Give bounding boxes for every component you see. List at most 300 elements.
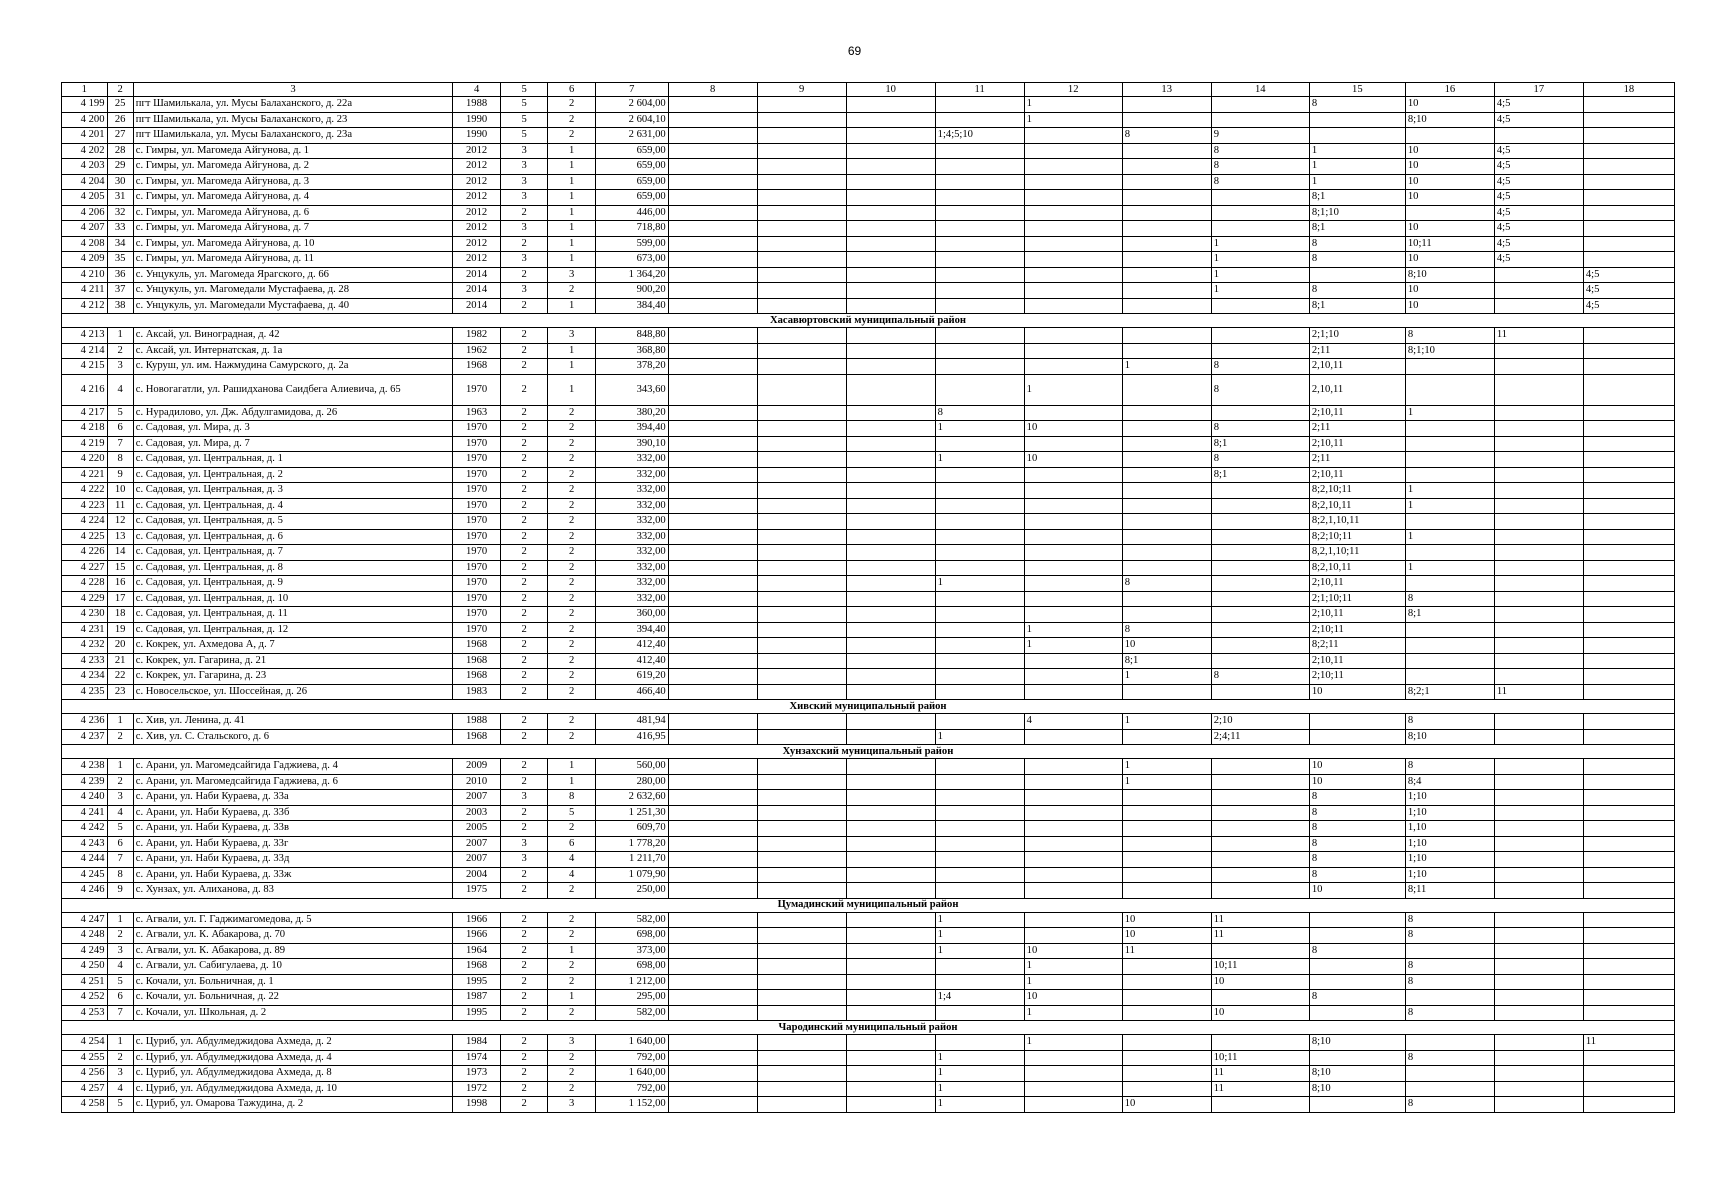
cell-col-16 (1405, 1035, 1494, 1051)
cell-col-2: 2 (107, 343, 133, 359)
column-header-4: 4 (453, 83, 501, 97)
cell-col-18 (1583, 174, 1674, 190)
cell-col-14: 1 (1211, 267, 1309, 283)
cell-col-6: 2 (548, 653, 596, 669)
cell-col-6: 2 (548, 545, 596, 561)
cell-col-16: 1;10 (1405, 836, 1494, 852)
cell-col-15: 10 (1309, 774, 1405, 790)
cell-col-15: 8;1 (1309, 298, 1405, 314)
cell-col-11: 1 (935, 1066, 1024, 1082)
cell-col-1: 4 245 (62, 867, 108, 883)
cell-col-15 (1309, 974, 1405, 990)
cell-col-10 (846, 467, 935, 483)
table-row (62, 1097, 1675, 1113)
cell-col-6: 2 (548, 1081, 596, 1097)
cell-col-18 (1583, 421, 1674, 437)
cell-col-8 (668, 221, 757, 237)
cell-col-5: 2 (500, 607, 548, 623)
cell-col-8 (668, 174, 757, 190)
cell-col-10 (846, 1066, 935, 1082)
cell-col-16: 1 (1405, 405, 1494, 421)
cell-col-7: 332,00 (595, 452, 668, 468)
table-row (62, 821, 1675, 837)
cell-col-2: 4 (107, 959, 133, 975)
cell-col-12 (1024, 529, 1122, 545)
cell-col-3: с. Хунзах, ул. Алиханова, д. 83 (133, 883, 453, 899)
cell-col-10 (846, 529, 935, 545)
cell-col-2: 26 (107, 112, 133, 128)
cell-col-5: 2 (500, 821, 548, 837)
cell-col-1: 4 247 (62, 912, 108, 928)
cell-col-12: 10 (1024, 990, 1122, 1006)
cell-col-18 (1583, 867, 1674, 883)
cell-col-1: 4 257 (62, 1081, 108, 1097)
cell-col-18 (1583, 97, 1674, 113)
cell-col-2: 2 (107, 774, 133, 790)
cell-col-12 (1024, 912, 1122, 928)
column-header-14: 14 (1211, 83, 1309, 97)
cell-col-17 (1494, 714, 1583, 730)
cell-col-7: 1 778,20 (595, 836, 668, 852)
cell-col-5: 2 (500, 298, 548, 314)
cell-col-18 (1583, 759, 1674, 775)
cell-col-16: 1;10 (1405, 852, 1494, 868)
cell-col-5: 2 (500, 669, 548, 685)
cell-col-5: 5 (500, 128, 548, 144)
cell-col-6: 1 (548, 359, 596, 375)
cell-col-10 (846, 221, 935, 237)
cell-col-4: 1970 (453, 436, 501, 452)
cell-col-12 (1024, 205, 1122, 221)
cell-col-6: 2 (548, 405, 596, 421)
cell-col-4: 1968 (453, 638, 501, 654)
table-row (62, 576, 1675, 592)
cell-col-10 (846, 805, 935, 821)
cell-col-12 (1024, 576, 1122, 592)
cell-col-1: 4 235 (62, 684, 108, 700)
cell-col-6: 2 (548, 514, 596, 530)
cell-col-18 (1583, 638, 1674, 654)
cell-col-5: 2 (500, 1035, 548, 1051)
cell-col-1: 4 229 (62, 591, 108, 607)
table-row (62, 236, 1675, 252)
cell-col-17 (1494, 990, 1583, 1006)
cell-col-1: 4 200 (62, 112, 108, 128)
cell-col-12 (1024, 684, 1122, 700)
cell-col-8 (668, 467, 757, 483)
cell-col-1: 4 239 (62, 774, 108, 790)
cell-col-17 (1494, 298, 1583, 314)
cell-col-16: 8 (1405, 591, 1494, 607)
cell-col-7: 394,40 (595, 622, 668, 638)
cell-col-13: 10 (1122, 912, 1211, 928)
cell-col-10 (846, 405, 935, 421)
cell-col-15: 8;2,1,10,11 (1309, 514, 1405, 530)
cell-col-3: с. Агвали, ул. К. Абакарова, д. 70 (133, 928, 453, 944)
table-row (62, 283, 1675, 299)
cell-col-3: с. Садовая, ул. Центральная, д. 8 (133, 560, 453, 576)
cell-col-7: 792,00 (595, 1081, 668, 1097)
cell-col-10 (846, 545, 935, 561)
cell-col-1: 4 220 (62, 452, 108, 468)
cell-col-10 (846, 684, 935, 700)
cell-col-2: 19 (107, 622, 133, 638)
cell-col-14 (1211, 498, 1309, 514)
cell-col-1: 4 252 (62, 990, 108, 1006)
cell-col-12: 1 (1024, 974, 1122, 990)
cell-col-10 (846, 883, 935, 899)
cell-col-11 (935, 529, 1024, 545)
cell-col-16: 8;11 (1405, 883, 1494, 899)
cell-col-7: 718,80 (595, 221, 668, 237)
cell-col-16: 1;10 (1405, 867, 1494, 883)
cell-col-9 (757, 836, 846, 852)
cell-col-7: 332,00 (595, 498, 668, 514)
cell-col-11: 8 (935, 405, 1024, 421)
cell-col-14: 11 (1211, 928, 1309, 944)
cell-col-5: 2 (500, 205, 548, 221)
cell-col-16: 10 (1405, 143, 1494, 159)
cell-col-16: 1,10 (1405, 821, 1494, 837)
cell-col-6: 2 (548, 436, 596, 452)
cell-col-4: 1963 (453, 405, 501, 421)
section-row (62, 898, 1675, 912)
cell-col-18 (1583, 205, 1674, 221)
cell-col-14: 8 (1211, 374, 1309, 405)
cell-col-2: 29 (107, 159, 133, 175)
cell-col-15: 1 (1309, 159, 1405, 175)
cell-col-6: 2 (548, 529, 596, 545)
cell-col-13 (1122, 252, 1211, 268)
cell-col-3: с. Агвали, ул. Сабигулаева, д. 10 (133, 959, 453, 975)
cell-col-17 (1494, 374, 1583, 405)
cell-col-10 (846, 974, 935, 990)
section-title: Цумадинский муниципальный район (62, 898, 1675, 912)
cell-col-10 (846, 912, 935, 928)
cell-col-17 (1494, 529, 1583, 545)
cell-col-9 (757, 545, 846, 561)
cell-col-3: с. Хив, ул. Ленина, д. 41 (133, 714, 453, 730)
cell-col-3: с. Цуриб, ул. Абдулмеджидова Ахмеда, д. 4 (133, 1050, 453, 1066)
cell-col-14 (1211, 867, 1309, 883)
cell-col-7: 599,00 (595, 236, 668, 252)
cell-col-7: 412,40 (595, 653, 668, 669)
cell-col-9 (757, 236, 846, 252)
table-row (62, 805, 1675, 821)
cell-col-16 (1405, 467, 1494, 483)
cell-col-17: 4;5 (1494, 252, 1583, 268)
cell-col-1: 4 228 (62, 576, 108, 592)
cell-col-5: 2 (500, 638, 548, 654)
cell-col-18 (1583, 221, 1674, 237)
cell-col-5: 2 (500, 1097, 548, 1113)
cell-col-1: 4 207 (62, 221, 108, 237)
cell-col-12 (1024, 483, 1122, 499)
cell-col-3: с. Цуриб, ул. Абдулмеджидова Ахмеда, д. 10 (133, 1081, 453, 1097)
cell-col-9 (757, 622, 846, 638)
table-header (62, 83, 1675, 97)
cell-col-8 (668, 190, 757, 206)
cell-col-4: 2009 (453, 759, 501, 775)
cell-col-11: 1 (935, 729, 1024, 745)
cell-col-9 (757, 805, 846, 821)
cell-col-17 (1494, 283, 1583, 299)
cell-col-13 (1122, 343, 1211, 359)
cell-col-5: 2 (500, 328, 548, 344)
cell-col-6: 6 (548, 836, 596, 852)
cell-col-16: 1 (1405, 498, 1494, 514)
cell-col-13 (1122, 867, 1211, 883)
cell-col-7: 1 251,30 (595, 805, 668, 821)
cell-col-5: 2 (500, 1050, 548, 1066)
cell-col-13: 10 (1122, 1097, 1211, 1113)
cell-col-3: с. Садовая, ул. Центральная, д. 3 (133, 483, 453, 499)
cell-col-11: 1 (935, 943, 1024, 959)
cell-col-6: 3 (548, 1035, 596, 1051)
cell-col-3: с. Гимры, ул. Магомеда Айгунова, д. 1 (133, 143, 453, 159)
cell-col-15: 8 (1309, 805, 1405, 821)
cell-col-10 (846, 836, 935, 852)
cell-col-12 (1024, 821, 1122, 837)
cell-col-10 (846, 560, 935, 576)
cell-col-17 (1494, 483, 1583, 499)
cell-col-4: 1970 (453, 498, 501, 514)
cell-col-7: 332,00 (595, 591, 668, 607)
cell-col-3: с. Кокрек, ул. Ахмедова А, д. 7 (133, 638, 453, 654)
cell-col-13 (1122, 560, 1211, 576)
cell-col-2: 6 (107, 421, 133, 437)
table-row (62, 421, 1675, 437)
cell-col-2: 37 (107, 283, 133, 299)
cell-col-10 (846, 452, 935, 468)
cell-col-9 (757, 1066, 846, 1082)
cell-col-11 (935, 483, 1024, 499)
cell-col-3: пгт Шамилькала, ул. Мусы Балаханского, д. 23а (133, 128, 453, 144)
cell-col-5: 2 (500, 774, 548, 790)
cell-col-13 (1122, 298, 1211, 314)
cell-col-11 (935, 467, 1024, 483)
cell-col-16: 8 (1405, 1097, 1494, 1113)
cell-col-7: 582,00 (595, 912, 668, 928)
cell-col-13: 10 (1122, 638, 1211, 654)
cell-col-11 (935, 774, 1024, 790)
cell-col-14: 8 (1211, 159, 1309, 175)
table-row (62, 990, 1675, 1006)
cell-col-4: 1970 (453, 591, 501, 607)
cell-col-6: 2 (548, 714, 596, 730)
cell-col-6: 1 (548, 759, 596, 775)
cell-col-8 (668, 1081, 757, 1097)
cell-col-17 (1494, 452, 1583, 468)
cell-col-8 (668, 298, 757, 314)
cell-col-18 (1583, 622, 1674, 638)
cell-col-7: 619,20 (595, 669, 668, 685)
cell-col-10 (846, 205, 935, 221)
cell-col-5: 2 (500, 529, 548, 545)
cell-col-9 (757, 821, 846, 837)
cell-col-1: 4 230 (62, 607, 108, 623)
cell-col-5: 3 (500, 159, 548, 175)
cell-col-3: с. Арани, ул. Магомедсайгида Гаджиева, д. 4 (133, 759, 453, 775)
cell-col-6: 2 (548, 883, 596, 899)
cell-col-1: 4 250 (62, 959, 108, 975)
cell-col-14 (1211, 990, 1309, 1006)
section-row (62, 745, 1675, 759)
table-row (62, 912, 1675, 928)
cell-col-14: 10;11 (1211, 1050, 1309, 1066)
table-row (62, 436, 1675, 452)
cell-col-8 (668, 283, 757, 299)
cell-col-17 (1494, 405, 1583, 421)
cell-col-13 (1122, 374, 1211, 405)
cell-col-16: 10 (1405, 298, 1494, 314)
cell-col-15: 8 (1309, 97, 1405, 113)
cell-col-1: 4 222 (62, 483, 108, 499)
cell-col-10 (846, 267, 935, 283)
cell-col-18 (1583, 943, 1674, 959)
cell-col-15: 8;10 (1309, 1081, 1405, 1097)
cell-col-11 (935, 790, 1024, 806)
cell-col-14 (1211, 560, 1309, 576)
cell-col-8 (668, 714, 757, 730)
cell-col-12: 1 (1024, 374, 1122, 405)
cell-col-13 (1122, 174, 1211, 190)
cell-col-2: 33 (107, 221, 133, 237)
cell-col-15: 2;10,11 (1309, 436, 1405, 452)
cell-col-8 (668, 821, 757, 837)
cell-col-17: 4;5 (1494, 97, 1583, 113)
cell-col-3: с. Арани, ул. Наби Кураева, д. 33д (133, 852, 453, 868)
cell-col-7: 698,00 (595, 928, 668, 944)
cell-col-12 (1024, 128, 1122, 144)
cell-col-15: 8 (1309, 867, 1405, 883)
table-row (62, 852, 1675, 868)
cell-col-18 (1583, 498, 1674, 514)
cell-col-9 (757, 1050, 846, 1066)
cell-col-11 (935, 190, 1024, 206)
cell-col-7: 1 364,20 (595, 267, 668, 283)
cell-col-15: 1 (1309, 174, 1405, 190)
column-header-15: 15 (1309, 83, 1405, 97)
cell-col-16 (1405, 1081, 1494, 1097)
cell-col-10 (846, 1005, 935, 1021)
cell-col-3: с. Аксай, ул. Виноградная, д. 42 (133, 328, 453, 344)
cell-col-13 (1122, 328, 1211, 344)
table-row (62, 759, 1675, 775)
column-header-13: 13 (1122, 83, 1211, 97)
cell-col-1: 4 205 (62, 190, 108, 206)
cell-col-13 (1122, 421, 1211, 437)
cell-col-16 (1405, 421, 1494, 437)
cell-col-5: 2 (500, 1066, 548, 1082)
cell-col-4: 1970 (453, 622, 501, 638)
cell-col-5: 3 (500, 852, 548, 868)
cell-col-12 (1024, 1066, 1122, 1082)
cell-col-10 (846, 821, 935, 837)
cell-col-16: 1 (1405, 560, 1494, 576)
column-header-12: 12 (1024, 83, 1122, 97)
cell-col-2: 1 (107, 328, 133, 344)
cell-col-8 (668, 514, 757, 530)
cell-col-11 (935, 498, 1024, 514)
cell-col-1: 4 221 (62, 467, 108, 483)
cell-col-7: 481,94 (595, 714, 668, 730)
cell-col-12 (1024, 359, 1122, 375)
cell-col-1: 4 246 (62, 883, 108, 899)
cell-col-7: 416,95 (595, 729, 668, 745)
cell-col-16: 8;10 (1405, 729, 1494, 745)
cell-col-16: 8 (1405, 328, 1494, 344)
cell-col-12: 1 (1024, 959, 1122, 975)
cell-col-3: с. Садовая, ул. Центральная, д. 11 (133, 607, 453, 623)
cell-col-5: 3 (500, 283, 548, 299)
cell-col-4: 1975 (453, 883, 501, 899)
cell-col-5: 5 (500, 112, 548, 128)
cell-col-12: 4 (1024, 714, 1122, 730)
cell-col-16: 10 (1405, 252, 1494, 268)
cell-col-11: 1 (935, 576, 1024, 592)
cell-col-3: с. Садовая, ул. Центральная, д. 4 (133, 498, 453, 514)
cell-col-14: 11 (1211, 1066, 1309, 1082)
cell-col-2: 27 (107, 128, 133, 144)
table-row (62, 622, 1675, 638)
cell-col-14: 10 (1211, 1005, 1309, 1021)
cell-col-12 (1024, 928, 1122, 944)
cell-col-7: 659,00 (595, 174, 668, 190)
cell-col-6: 5 (548, 805, 596, 821)
cell-col-18 (1583, 328, 1674, 344)
cell-col-8 (668, 436, 757, 452)
cell-col-1: 4 251 (62, 974, 108, 990)
cell-col-6: 8 (548, 790, 596, 806)
cell-col-9 (757, 405, 846, 421)
cell-col-18 (1583, 805, 1674, 821)
cell-col-15 (1309, 267, 1405, 283)
cell-col-18 (1583, 560, 1674, 576)
cell-col-15: 8 (1309, 790, 1405, 806)
cell-col-6: 2 (548, 729, 596, 745)
cell-col-11 (935, 714, 1024, 730)
table-row (62, 529, 1675, 545)
cell-col-9 (757, 112, 846, 128)
cell-col-6: 1 (548, 143, 596, 159)
cell-col-14 (1211, 545, 1309, 561)
cell-col-15: 2;10,11 (1309, 467, 1405, 483)
cell-col-3: с. Садовая, ул. Центральная, д. 9 (133, 576, 453, 592)
cell-col-16: 8 (1405, 959, 1494, 975)
cell-col-16: 8;1 (1405, 607, 1494, 623)
cell-col-1: 4 240 (62, 790, 108, 806)
cell-col-17 (1494, 343, 1583, 359)
cell-col-17 (1494, 1097, 1583, 1113)
cell-col-11 (935, 328, 1024, 344)
cell-col-8 (668, 205, 757, 221)
cell-col-12 (1024, 436, 1122, 452)
cell-col-10 (846, 112, 935, 128)
cell-col-7: 380,20 (595, 405, 668, 421)
cell-col-15: 8;1 (1309, 221, 1405, 237)
cell-col-18 (1583, 143, 1674, 159)
cell-col-4: 1968 (453, 729, 501, 745)
cell-col-9 (757, 943, 846, 959)
cell-col-10 (846, 607, 935, 623)
cell-col-15: 8;1 (1309, 190, 1405, 206)
cell-col-10 (846, 174, 935, 190)
cell-col-3: с. Садовая, ул. Центральная, д. 2 (133, 467, 453, 483)
cell-col-7: 343,60 (595, 374, 668, 405)
cell-col-12: 10 (1024, 943, 1122, 959)
cell-col-2: 15 (107, 560, 133, 576)
